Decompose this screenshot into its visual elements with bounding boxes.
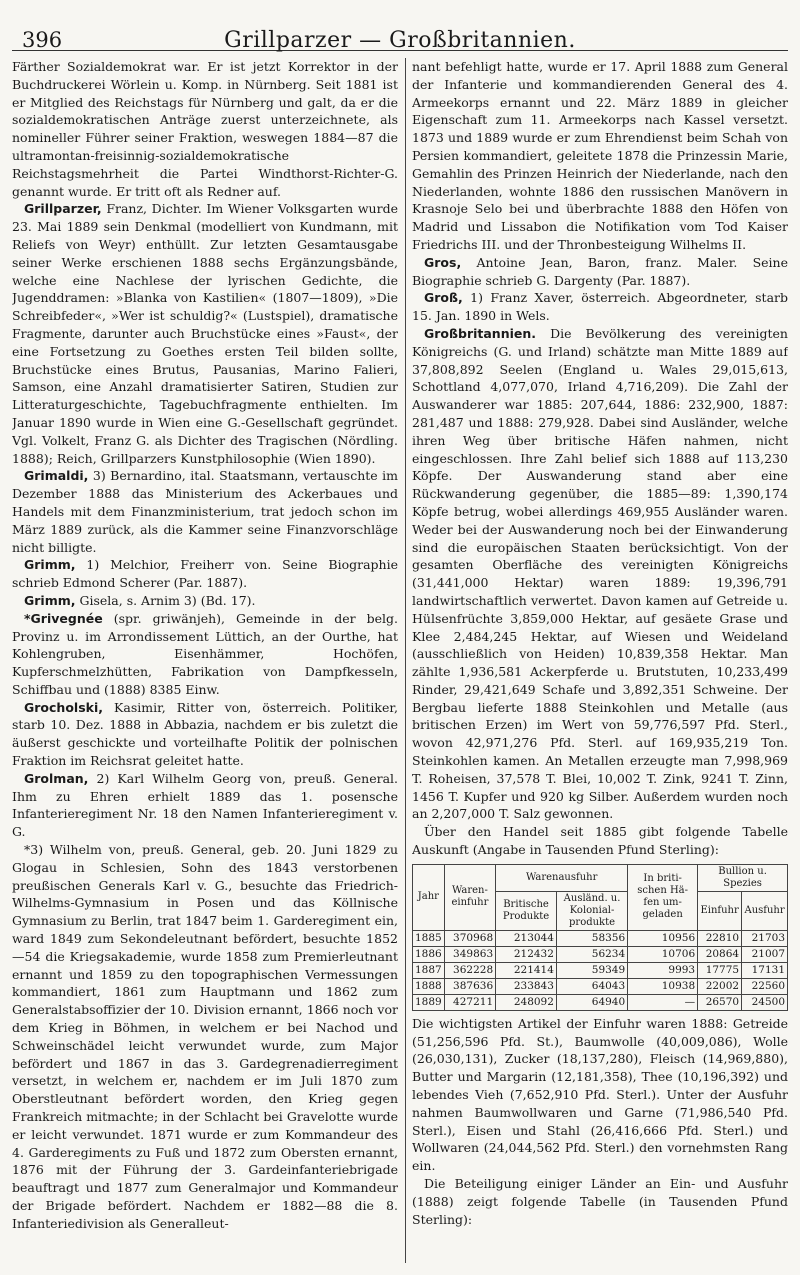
entry-paragraph xyxy=(12,58,398,200)
table-cell-year: 1889 xyxy=(413,994,445,1010)
entry-headword: Großbritannien. xyxy=(424,325,537,341)
table-cell-british: 212432 xyxy=(496,946,557,962)
left-column xyxy=(12,58,398,1263)
table-cell-bout: 22560 xyxy=(742,978,788,994)
table-cell-ships: — xyxy=(628,994,698,1010)
entry-paragraph xyxy=(12,610,398,699)
table-cell-bin: 20864 xyxy=(698,946,742,962)
column-divider xyxy=(405,58,406,1263)
entry-paragraph xyxy=(412,823,788,859)
entry-headword: Grillparzer, xyxy=(24,201,102,217)
entry-paragraph xyxy=(12,200,398,467)
table-cell-foreign: 58356 xyxy=(556,930,627,946)
table-cell-import: 387636 xyxy=(444,978,495,994)
entry-headword: Grimm, xyxy=(24,592,76,608)
entry-paragraph xyxy=(12,841,398,1233)
right-column-text-bottom xyxy=(412,1015,788,1229)
entry-text: 2) Karl Wilhelm Georg von, preuß. General. Ihm zu Ehren erhielt 1889 das 1. posensche Infanterieregiment Nr. 18 den Namen Infanterieregiment v. G. xyxy=(12,770,398,840)
entry-text: Über den Handel seit 1885 gibt folgende Tabelle Auskunft (Angabe in Tausenden Pfund Sterling): xyxy=(412,824,788,858)
col-header-year: Jahr xyxy=(413,864,445,930)
table-cell-ships: 9993 xyxy=(628,962,698,978)
entry-text: Färther Sozialdemokrat war. Er ist jetzt Korrektor in der Buchdruckerei Wörlein u. Komp. in Nürnberg. Seit 1881 ist er Mitglied des Reichstags für Nürnberg und galt, da er die sozialdemokratischen Anträge zuerst unterzeichnete, als nomineller Führer seiner Fraktion, weswegen 1884—87 die ultramontan-freisinnig-sozialdemokratische Reichstagsmehrheit die Partei Windthorst-Richter-G. genannt wurde. Er tritt oft als Redner auf. xyxy=(12,59,398,199)
entry-paragraph xyxy=(412,1175,788,1228)
table-row xyxy=(413,994,788,1010)
entry-headword: Grocholski, xyxy=(24,699,103,715)
trade-table xyxy=(412,864,788,1011)
table-cell-bout: 21703 xyxy=(742,930,788,946)
entry-paragraph xyxy=(412,254,788,290)
entry-text: nant befehligt hatte, wurde er 17. April 1888 zum General der Infanterie und kommandierenden General des 4. Armeekorps ernannt und 22. März 1889 in gleicher Eigenschaft zum 11. Armeekorps nach Kassel versetzt. 1873 und 1889 wurde er zum Ehrendienst beim Schah von Persien kommandiert, geleitete 1878 die Prinzessin Marie, Gemahlin des Prinzen Heinrich der Niederlande, nach den Niederlanden, wohnte 1886 den russischen Manövern in Krasnoje Selo bei und überbrachte 1888 den Höfen von Madrid und Lissabon die Notifikation vom Tod Kaiser Friedrichs III. und der Thronbesteigung Wilhelms II. xyxy=(412,59,788,252)
table-cell-bin: 26570 xyxy=(698,994,742,1010)
entry-text: 3) Bernardino, ital. Staatsmann, vertauschte im Dezember 1888 das Ministerium des Ackerbaues und Handels mit dem Finanzministerium, trat jedoch schon im März 1889 zurück, als die Kammer seine Finanzvorschläge nicht billigte. xyxy=(12,468,398,555)
entry-paragraph xyxy=(412,58,788,254)
table-cell-import: 362228 xyxy=(444,962,495,978)
table-cell-ships: 10956 xyxy=(628,930,698,946)
entry-text: *3) Wilhelm von, preuß. General, geb. 20. Juni 1829 zu Glogau in Schlesien, Sohn des 1843 verstorbenen preußischen Generals Karl v. G., besuchte das Friedrich-Wilhelms-Gymnasium in Posen und das Köllnische Gymnasium zu Berlin, trat 1847 beim 1. Garderegiment ein, ward 1849 zum Sekondeleutnant befördert, besuchte 1852—54 die Kriegsakademie, wurde 1858 zum Premierleutnant ernannt und 1859 zu den topographischen Vermessungen kommandiert, 1861 zum Hauptmann und 1862 zum Generalstabsoffizier der 10. Division ernannt, 1866 noch vor dem Krieg in Böhmen, in welchem er bei Nachod und Schweinschädel leicht verwundet wurde, zum Major befördert und 1867 in das 3. Gardegrenadierregiment versetzt, in welchem er, nachdem er im Juli 1870 zum Oberstleutnant befördert worden, den Krieg gegen Frankreich mitmachte; in der Schlacht bei Gravelotte wurde er leicht verwundet. 1871 wurde er zum Kommandeur des 4. Garderegiments zu Fuß und 1872 zum Obersten ernannt, 1876 mit der Führung der 3. Gardeinfanteriebrigade beauftragt und 1877 zum Generalmajor und Kommandeur der Brigade befördert. Nachdem er 1882—88 die 8. Infanteriedivision als Generalleut- xyxy=(12,842,398,1231)
entry-headword: Grimm, xyxy=(24,557,76,573)
table-cell-year: 1888 xyxy=(413,978,445,994)
table-cell-foreign: 59349 xyxy=(556,962,627,978)
table-cell-import: 370968 xyxy=(444,930,495,946)
entry-text: Die Bevölkerung des vereinigten Königreichs (G. und Irland) schätzte man Mitte 1889 auf 37,808,892 Seelen (England u. Wales 29,015,613, Schottland 4,077,070, Irland 4,716,209). Die Zahl der Auswanderer war 1885: 207,644, 1886: 232,900, 1887: 281,487 und 1888: 279,928. Dabei sind Ausländer, welche ihren Weg über britische Häfen nahmen, nicht eingeschlossen. Ihre Zahl belief sich 1888 auf 113,230 Köpfe. Der Auswanderung stand aber eine Rückwanderung gegenüber, die 1885—89: 1,390,174 Köpfe betrug, wobei allerdings 469,955 Ausländer waren. Weder bei der Auswanderung noch bei der Einwanderung sind die europäischen Staaten berücksichtigt. Von der gesamten Oberfläche des vereinigten Königreichs (31,441,000 Hektar) waren 1889: 19,396,791 landwirtschaftlich verwertet. Davon kamen auf Getreide u. Hülsenfrüchte 3,859,000 Hektar, auf gesäete Grase und Klee 2,484,245 Hektar, auf Wiesen und Weideland (ausschließlich von Heiden) 10,839,358 Hektar. Man zählte 1,936,581 Ackerpferde u. Brutstuten, 10,233,499 Rinder, 29,421,649 Schafe und 3,892,351 Schweine. Der Bergbau lieferte 1888 Steinkohlen und Metalle (aus britischen Erzen) im Wert von 59,776,597 Pfd. Sterl., wovon 42,971,276 Pfd. Sterl. auf 169,935,219 Ton. Steinkohlen kamen. An Metallen erzeugte man 7,998,969 T. Roheisen, 37,578 T. Blei, 10,002 T. Zink, 9241 T. Zinn, 1456 T. Kupfer und 920 kg Silber. Außerdem wurden noch an 2,207,000 T. Salz gewonnen. xyxy=(412,325,788,822)
table-row xyxy=(413,930,788,946)
table-cell-import: 349863 xyxy=(444,946,495,962)
entry-paragraph xyxy=(12,699,398,770)
col-header-ships: In briti-schen Hä-fen um-geladen xyxy=(628,864,698,930)
col-header-bullion-in: Einfuhr xyxy=(698,891,742,930)
text-columns xyxy=(12,58,788,1267)
entry-headword: Gros, xyxy=(424,254,462,270)
entry-paragraph xyxy=(12,770,398,841)
entry-text: 1) Melchior, Freiherr von. Seine Biographie schrieb Edmond Scherer (Par. 1887). xyxy=(12,557,398,591)
col-header-bullion-group: Bullion u. Spezies xyxy=(698,864,788,891)
col-header-export-british: Britische Produkte xyxy=(496,891,557,930)
right-column xyxy=(412,58,788,1263)
table-cell-foreign: 64940 xyxy=(556,994,627,1010)
table-cell-british: 221414 xyxy=(496,962,557,978)
table-cell-bin: 22002 xyxy=(698,978,742,994)
table-cell-year: 1887 xyxy=(413,962,445,978)
entry-paragraph xyxy=(412,1015,788,1175)
entry-paragraph xyxy=(412,325,788,823)
table-cell-ships: 10706 xyxy=(628,946,698,962)
table-cell-british: 213044 xyxy=(496,930,557,946)
table-cell-bout: 17131 xyxy=(742,962,788,978)
entry-text: 1) Franz Xaver, österreich. Abgeordneter, starb 15. Jan. 1890 in Wels. xyxy=(412,290,788,324)
entry-text: Gisela, s. Arnim 3) (Bd. 17). xyxy=(79,592,256,608)
entry-text: Kasimir, Ritter von, österreich. Politiker, starb 10. Dez. 1888 in Abbazia, nachdem er bis zuletzt die äußerst geschickte und vorteilhafte Politik der polnischen Fraktion im Reichsrat geleitet hatte. xyxy=(12,699,398,769)
right-column-text-top xyxy=(412,58,788,859)
table-cell-british: 248092 xyxy=(496,994,557,1010)
table-cell-year: 1886 xyxy=(413,946,445,962)
trade-table-body xyxy=(413,930,788,1010)
entry-headword: Grolman, xyxy=(24,770,89,786)
table-row xyxy=(413,978,788,994)
entry-paragraph xyxy=(412,289,788,325)
col-header-bullion-out: Ausfuhr xyxy=(742,891,788,930)
table-cell-bout: 21007 xyxy=(742,946,788,962)
table-cell-foreign: 64043 xyxy=(556,978,627,994)
table-cell-bin: 17775 xyxy=(698,962,742,978)
table-cell-year: 1885 xyxy=(413,930,445,946)
table-row xyxy=(413,946,788,962)
table-cell-ships: 10938 xyxy=(628,978,698,994)
entry-text: Die Beteiligung einiger Länder an Ein- und Ausfuhr (1888) zeigt folgende Tabelle (in Tausenden Pfund Sterling): xyxy=(412,1176,788,1227)
col-header-export-foreign: Ausländ. u. Kolonial-produkte xyxy=(556,891,627,930)
table-cell-bout: 24500 xyxy=(742,994,788,1010)
entry-text: Franz, Dichter. Im Wiener Volksgarten wurde 23. Mai 1889 sein Denkmal (modelliert von Kundmann, mit Reliefs von Weyr) enthüllt. Zur letzten Gesamtausgabe seiner Werke erschienen 1888 sechs Ergänzungsbände, welche eine Nachlese der lyrischen Gedichte, die Jugenddramen: »Blanka von Kastilien« (1807—1809), »Die Schreibfeder«, »Wer ist schuldig?« (Lustspiel), dramatische Fragmente, darunter auch Bruchstücke eines »Faust«, der eine Fortsetzung zu Goethes ersten Teil bilden sollte, Bruchstücke eines Brutus, Pausanias, Marino Falieri, Samson, eine Anzahl dramatisierter Satiren, Studien zur Litteraturgeschichte, Tagebuchfragmente enthielten. Im Januar 1890 wurde in Wien eine G.-Gesellschaft gegründet. Vgl. Volkelt, Franz G. als Dichter des Tragischen (Nördling. 1888); Reich, Grillparzers Kunstphilosophie (Wien 1890). xyxy=(12,201,398,466)
table-cell-foreign: 56234 xyxy=(556,946,627,962)
table-row xyxy=(413,962,788,978)
entry-text: Antoine Jean, Baron, franz. Maler. Seine Biographie schrieb G. Dargenty (Par. 1887). xyxy=(412,254,788,288)
table-cell-bin: 22810 xyxy=(698,930,742,946)
col-header-import: Waren-einfuhr xyxy=(444,864,495,930)
table-cell-british: 233843 xyxy=(496,978,557,994)
entry-text: Die wichtigsten Artikel der Einfuhr waren 1888: Getreide (51,256,596 Pfd. St.), Baumwolle (40,009,086), Wolle (26,030,131), Zucker (18,137,280), Fleisch (14,969,880), Butter und Margarin (12,181,358), Thee (10,196,392) und lebendes Vieh (7,652,910 Pfd. Sterl.). Unter der Ausfuhr nahmen Baumwollwaren und Garne (71,986,540 Pfd. Sterl.), Eisen und Stahl (26,416,666 Pfd. Sterl.) und Wollwaren (24,044,562 Pfd. Sterl.) den vornehmsten Rang ein. xyxy=(412,1015,788,1174)
table-cell-import: 427211 xyxy=(444,994,495,1010)
entry-headword: *Grivegnée xyxy=(24,610,103,626)
entry-headword: Grimaldi, xyxy=(24,468,89,484)
page-header xyxy=(12,0,788,51)
entry-paragraph xyxy=(12,467,398,556)
entry-paragraph xyxy=(12,592,398,610)
running-title: Grillparzer — Großbritannien. xyxy=(224,28,576,53)
entry-headword: Groß, xyxy=(424,290,463,306)
page-number: 396 xyxy=(22,28,63,52)
entry-text: (spr. griwänjeh), Gemeinde in der belg. Provinz u. im Arrondissement Lüttich, an der Ourthe, hat Kohlengruben, Eisenhämmer, Hochöfen, Kupferschmelzhütten, Fabrikation von Dampfkesseln, Schiffbau und (1888) 8385 Einw. xyxy=(12,610,398,697)
entry-paragraph xyxy=(12,556,398,592)
col-header-export-group: Warenausfuhr xyxy=(496,864,628,891)
